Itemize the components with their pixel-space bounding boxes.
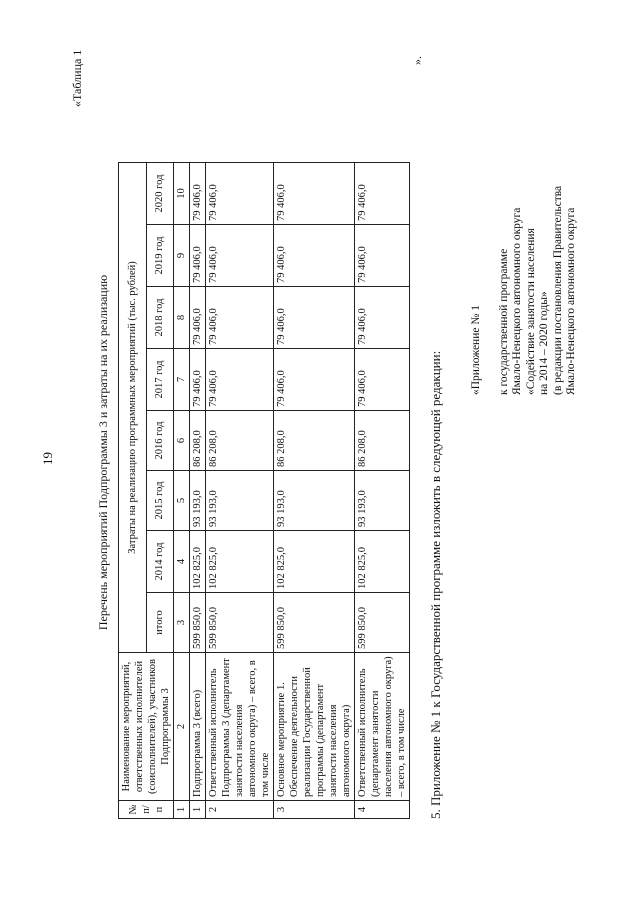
- row-name: Основное мероприятие 1. Обеспечение деятельности реализации Государственной программы (департамент занятости населения автономного округа): [274, 653, 355, 801]
- measures-table: [118, 162, 410, 819]
- header-year: 2019 год: [146, 225, 174, 287]
- row-name: Подпрограмма 3 (всего): [190, 653, 206, 801]
- row-value: 79 406,0: [274, 287, 355, 349]
- row-total: 599 850,0: [274, 593, 355, 653]
- row-num: 3: [274, 801, 355, 819]
- table-title: Перечень мероприятий Подпрограммы 3 и затраты на их реализацию: [96, 274, 110, 631]
- row-value: 86 208,0: [355, 411, 410, 471]
- row-value: 79 406,0: [206, 349, 274, 411]
- row-value: 79 406,0: [190, 225, 206, 287]
- measures-table-wrapper: [118, 162, 410, 819]
- row-name: Ответственный исполнитель (департамент занятости населения автономного округа) – всего, в том числе: [355, 653, 410, 801]
- header-row-1: [119, 163, 147, 819]
- column-number: 8: [174, 287, 190, 349]
- column-number: 10: [174, 163, 190, 225]
- row-value: 102 825,0: [190, 531, 206, 593]
- column-number-row: [174, 163, 190, 819]
- row-value: 79 406,0: [355, 349, 410, 411]
- annex-line: Ямало-Ненецкого автономного округа: [511, 207, 523, 395]
- row-value: 86 208,0: [274, 411, 355, 471]
- row-total: 599 850,0: [206, 593, 274, 653]
- row-value: 102 825,0: [274, 531, 355, 593]
- page-number: 19: [40, 452, 55, 465]
- header-costs: Затраты на реализацию программных мероприятий (тыс. рублей): [119, 163, 147, 653]
- row-value: 79 406,0: [190, 163, 206, 225]
- column-number: 1: [174, 801, 190, 819]
- row-total: 599 850,0: [190, 593, 206, 653]
- annex-line: Ямало-Ненецкого автономного округа: [565, 207, 577, 395]
- row-total: 599 850,0: [355, 593, 410, 653]
- column-number: 4: [174, 531, 190, 593]
- row-num: 2: [206, 801, 274, 819]
- annex-line: «Приложение № 1: [470, 305, 482, 395]
- row-name: Ответственный исполнитель Подпрограммы 3 (департамент занятости населения автономного округа) – всего, в том числе: [206, 653, 274, 801]
- column-number: 6: [174, 411, 190, 471]
- table-row: [274, 163, 355, 819]
- row-value: 79 406,0: [206, 225, 274, 287]
- row-value: 79 406,0: [206, 287, 274, 349]
- table-row: [190, 163, 206, 819]
- annex-line: «Содействие занятости населения: [524, 228, 537, 395]
- row-value: 79 406,0: [355, 225, 410, 287]
- row-value: 93 193,0: [190, 471, 206, 531]
- row-value: 93 193,0: [274, 471, 355, 531]
- section-heading: 5. Приложение № 1 к Государственной программе изложить в следующей редакции:: [428, 350, 443, 819]
- header-year: 2016 год: [146, 411, 174, 471]
- row-num: 4: [355, 801, 410, 819]
- row-num: 1: [190, 801, 206, 819]
- column-number: 3: [174, 593, 190, 653]
- row-value: 79 406,0: [355, 287, 410, 349]
- row-value: 102 825,0: [206, 531, 274, 593]
- row-value: 79 406,0: [206, 163, 274, 225]
- table-row: [355, 163, 410, 819]
- header-name: Наименование мероприятий, ответственных исполнителей (соисполнителей), участников Подпрограммы 3: [119, 653, 174, 801]
- row-value: 102 825,0: [355, 531, 410, 593]
- column-number: 7: [174, 349, 190, 411]
- header-year: 2020 год: [146, 163, 174, 225]
- row-value: 79 406,0: [190, 349, 206, 411]
- row-value: 79 406,0: [355, 163, 410, 225]
- row-value: 86 208,0: [190, 411, 206, 471]
- row-value: 79 406,0: [274, 225, 355, 287]
- header-total: итого: [146, 593, 174, 653]
- header-year: 2014 год: [146, 531, 174, 593]
- column-number: 5: [174, 471, 190, 531]
- table-row: [206, 163, 274, 819]
- column-number: 9: [174, 225, 190, 287]
- row-value: 79 406,0: [190, 287, 206, 349]
- row-value: 93 193,0: [206, 471, 274, 531]
- header-year: 2015 год: [146, 471, 174, 531]
- header-year: 2018 год: [146, 287, 174, 349]
- row-value: 93 193,0: [355, 471, 410, 531]
- annex-line: к государственной программе: [497, 248, 510, 395]
- row-value: 79 406,0: [274, 349, 355, 411]
- header-year: 2017 год: [146, 349, 174, 411]
- closing-quote-mark: ».: [410, 56, 424, 65]
- header-num: № п/п: [119, 801, 174, 819]
- row-value: 86 208,0: [206, 411, 274, 471]
- table-label: «Таблица 1: [70, 49, 84, 107]
- annex-heading-block: [470, 186, 579, 395]
- column-number: 2: [174, 653, 190, 801]
- annex-line: на 2014 – 2020 годы»: [538, 291, 550, 395]
- annex-line: (в редакции постановления Правительства: [551, 185, 564, 395]
- row-value: 79 406,0: [274, 163, 355, 225]
